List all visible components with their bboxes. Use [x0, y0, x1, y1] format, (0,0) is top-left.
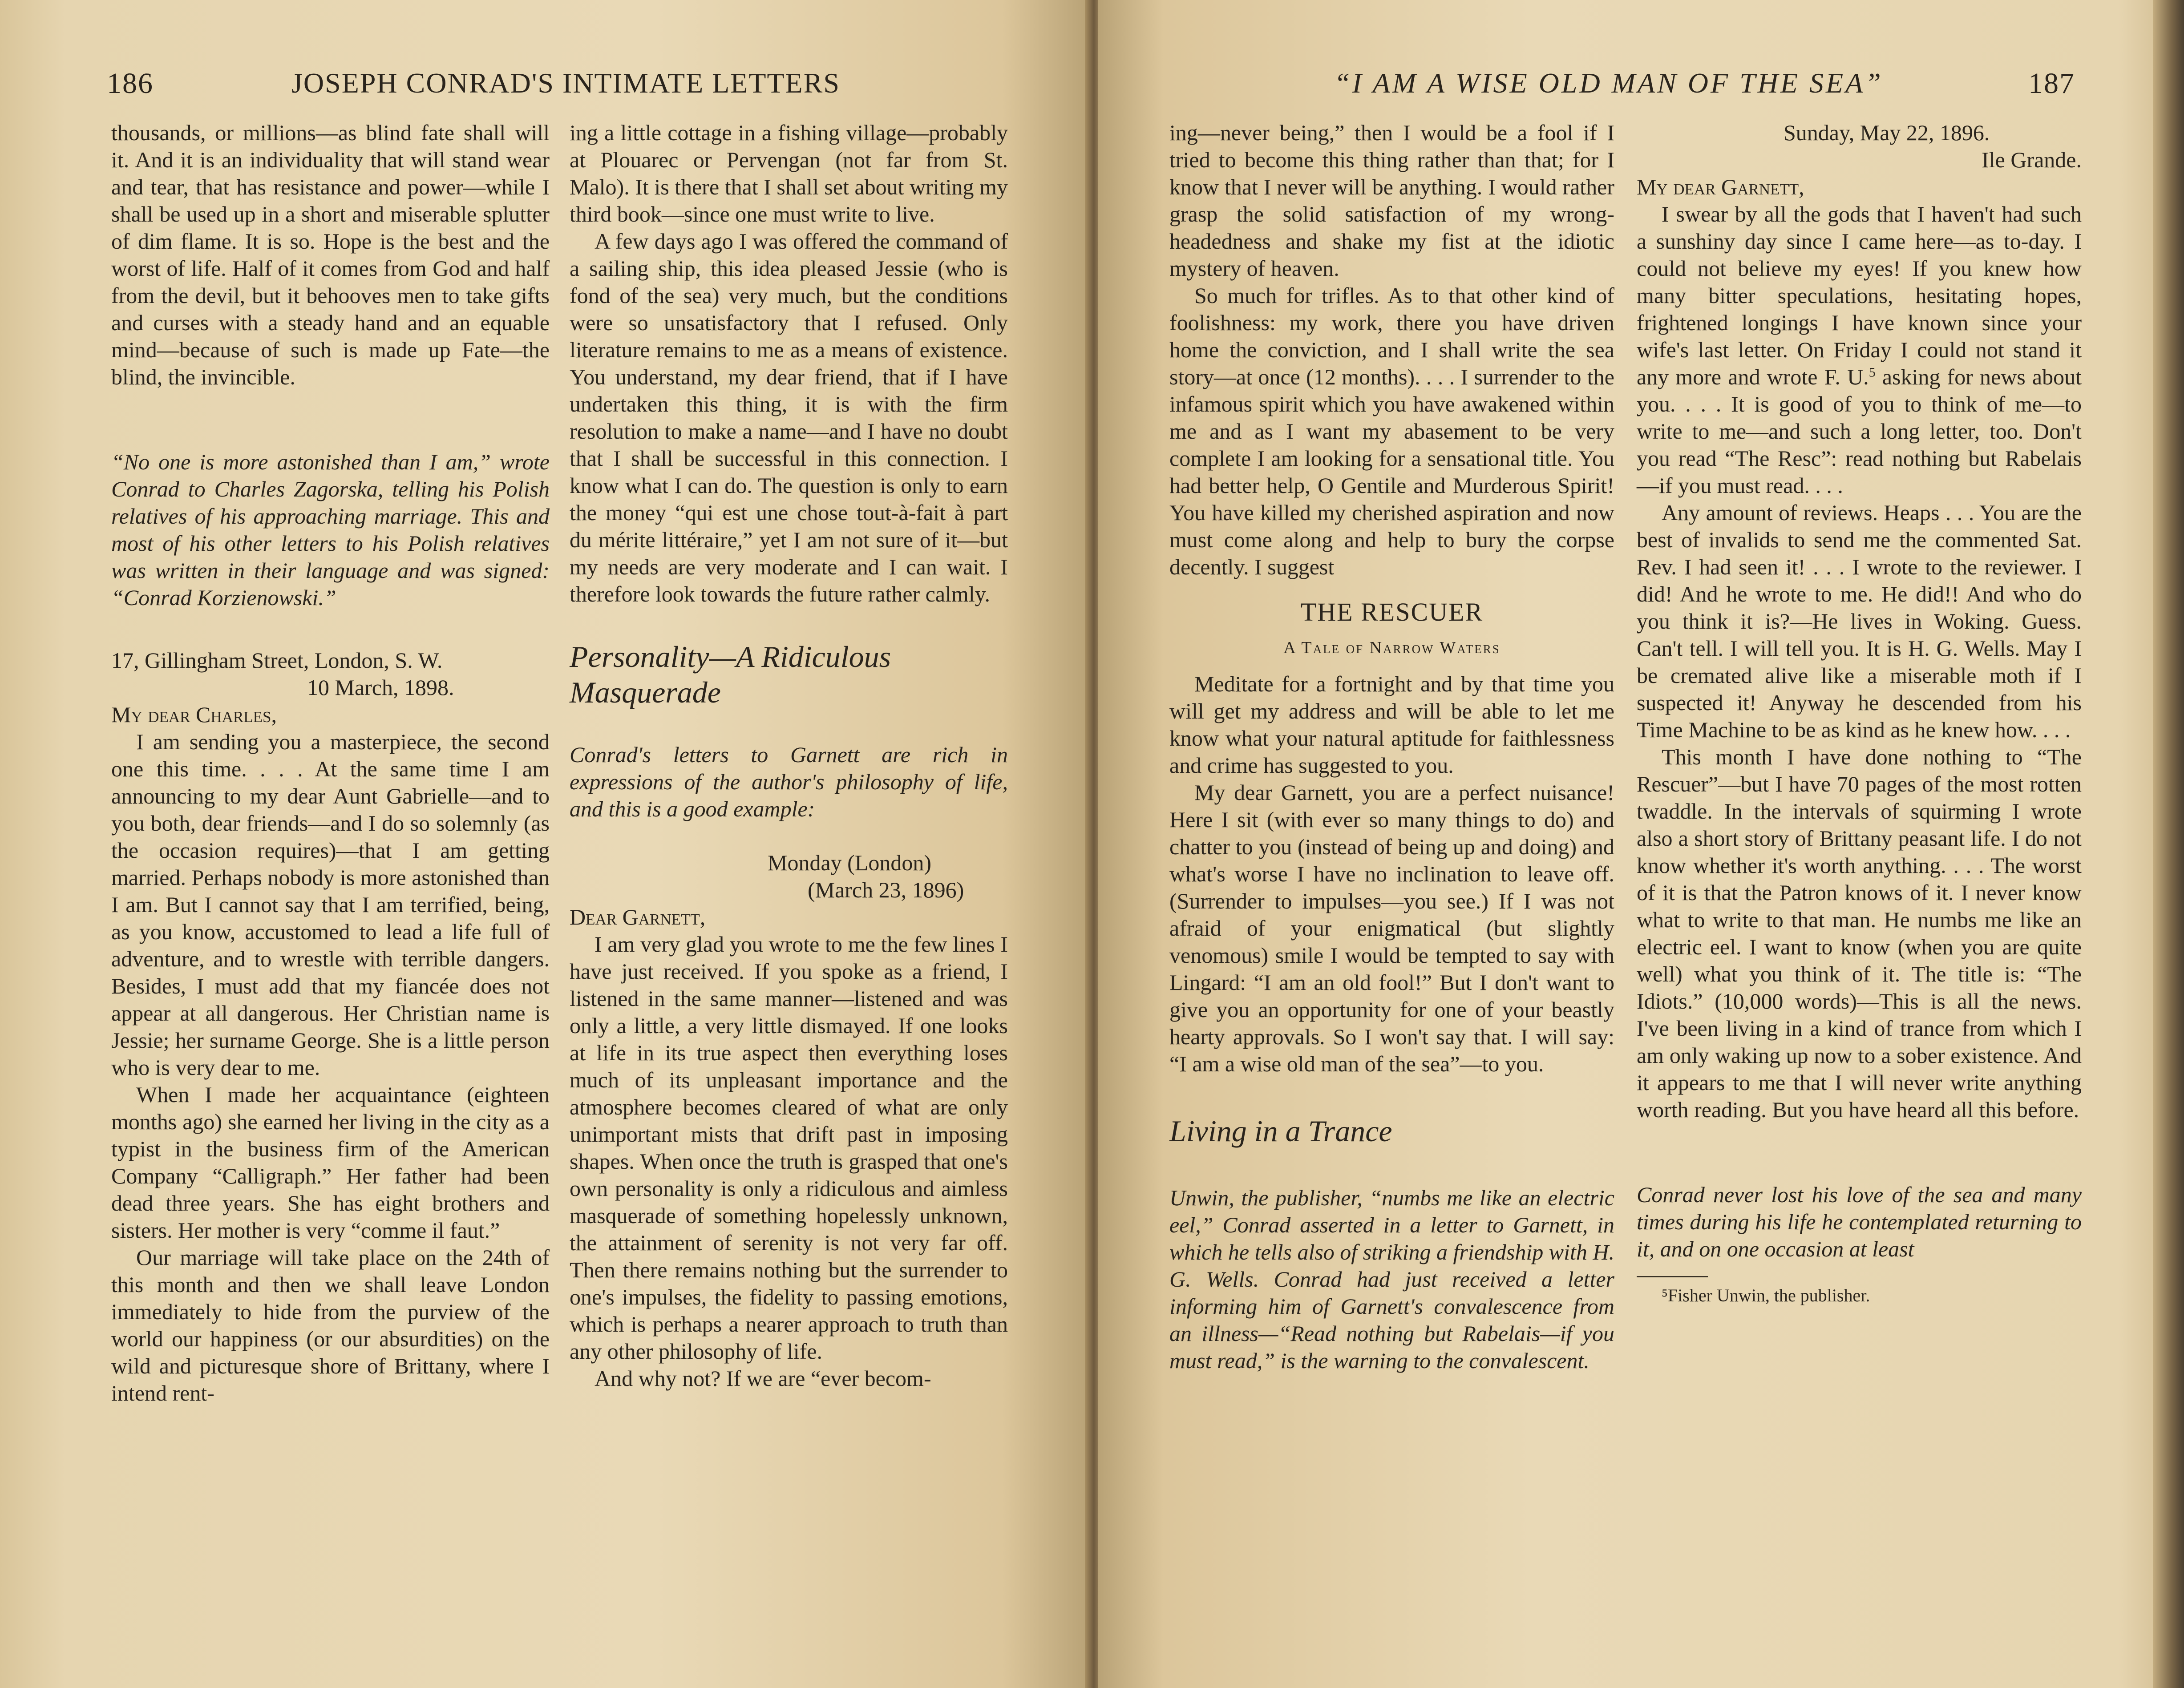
left-page-column-2 [570, 119, 1008, 1392]
letter-salutation: My dear Charles, [111, 702, 277, 727]
paragraph: ing a little cottage in a fishing village—probably at Plouarec or Pervengan (not far from St. Malo). It is there that I shall set about writing my third book—since one must write to live. [570, 120, 1008, 226]
page-number: 186 [107, 67, 154, 100]
paragraph-text: I swear by all the gods that I haven't had such a sunshiny day since I came here—as to-day. I could not believe my eyes! If you knew how many bitter speculations, hesitating hopes, frightened longings I have known since your wife's last letter. On Friday I could not stand it any more and wrote F. U. [1637, 202, 2082, 389]
letter-date: (March 23, 1896) [808, 877, 964, 902]
paragraph: Our marriage will take place on the 24th of this month and then we shall leave London immediately to hide from the purview of the world our happiness (or our absurdities) on the wild and picturesque shore of Brittany, where I intend rent- [111, 1245, 550, 1405]
paragraph: Any amount of reviews. Heaps . . . You are the best of invalids to send me the commented Sat. Rev. I had seen it! . . . I wrote to the reviewer. I did! And he wrote to me. He did!! And who do you think it is?—He lives in Woking. Guess. Can't tell. I will tell you. It is H. G. Wells. May I be cremated alive like a miserable moth if I suspected it! Anyway he descended from his Time Machine to be as kind as he knew how. . . . [1637, 500, 2082, 742]
footnote-marker: 5 [1869, 365, 1876, 380]
section-title: Personality—A Ridiculous Masquerade [570, 640, 891, 709]
page-edge [2153, 0, 2184, 1688]
editorial-note: Conrad's letters to Garnett are rich in expressions of the author's philosophy of life, and this is a good example: [570, 742, 1008, 821]
section-title: Living in a Trance [1169, 1114, 1392, 1148]
right-page [1098, 0, 2184, 1688]
running-head: “I AM A WISE OLD MAN OF THE SEA” [1334, 67, 1883, 99]
paragraph: My dear Garnett, you are a perfect nuisance! Here I sit (with ever so many things to do) and chatter to you (instead of being up and doing) and what's worse I have no inclination to leave off. (Surrender to impulses—you see.) If I was not afraid of your enigmatical (but slightly venomous) smile I would be tempted to say with Lingard: “I am an old fool!” But I don't want to give you an opportunity for one of your beastly hearty approvals. So I won't say that. I will say: “I am a wise old man of the sea”—to you. [1169, 780, 1614, 1076]
running-head: JOSEPH CONRAD'S INTIMATE LETTERS [291, 67, 840, 99]
paragraph: This month I have done nothing to “The Rescuer”—but I have 70 pages of the most rotten twaddle. In the intervals of squirming I wrote also a short story of Brittany peasant life. I do not know whether it's worth anything. . . . The worst of it is that the Patron knows of it. I never know what to write to that man. He numbs me like an electric eel. I want to know (when you are quite well) what you think of it. The title is: “The Idiots.” (10,000 words)—This is all the news. I've been living in a kind of trance from which I am only waking up now to a sober existence. And it appears to me that I will never write anything worth reading. But you have heard all this before. [1637, 744, 2082, 1122]
paragraph: I am sending you a masterpiece, the second one this time. . . . At the same time I am announcing to my dear Aunt Gabrielle—and to you both, dear friends—and I do so solemnly (as the occasion requires)—that I am getting married. Perhaps nobody is more astonished than I am. But I cannot say that I am terrified, being, as you know, accustomed to lead a life full of adventure, and to wrestle with terrible dangers. Besides, I must add that my fiancée does not appear at all dangerous. Her Christian name is Jessie; her surname George. She is a little person who is very dear to me. [111, 729, 550, 1080]
page-number: 187 [2028, 67, 2075, 100]
paragraph: Meditate for a fortnight and by that time you will get my address and will be able to let me know what your natural aptitude for faithlessness and crime has suggested to you. [1169, 671, 1614, 778]
letter-address: 17, Gillingham Street, London, S. W. [111, 648, 443, 673]
letter-place: Ile Grande. [1982, 147, 2082, 172]
left-page-column-1 [111, 119, 550, 1407]
editorial-note: Conrad never lost his love of the sea and many times during his life he contemplated returning to it, and on one occasion at least [1637, 1182, 2082, 1261]
paragraph: So much for trifles. As to that other kind of foolishness: my work, there you have driven home the conviction, and I shall write the sea story—at once (12 months). . . . I surrender to the infamous spirit which you have awakened within me and as I want my abasement to be very complete I am looking for a sensational title. You had better help, O Gentile and Murderous Spirit! You have killed my cherished aspiration and now must come along and help to bury the corpse decently. I suggest [1169, 283, 1614, 579]
paragraph: ing—never being,” then I would be a fool if I tried to become this thing rather than that; for I know that I never will be anything. I would rather grasp the solid satisfaction of my wrong-headedness and shake my fist at the idiotic mystery of heaven. [1169, 120, 1614, 281]
right-page-column-2 [1637, 119, 2082, 1307]
editorial-note: “No one is more astonished than I am,” wrote Conrad to Charles Zagorska, telling his Polish relatives of his approaching marriage. This and most of his other letters to his Polish relatives was written in their language and was signed: “Conrad Korzienowski.” [111, 449, 550, 610]
paragraph: A few days ago I was offered the command of a sailing ship, this idea pleased Jessie (who is fond of the sea) very much, but the conditions were so unsatisfactory that I refused. Only literature remains to me as a means of existence. You understand, my dear friend, that if I have undertaken this thing, it is with the firm resolution to make a name—and I have no doubt that I shall be successful in this connection. I know what I can do. The question is only to earn the money “qui est une chose tout-à-fait à part du mérite littéraire,” yet I am not sure of it—but my needs are very moderate and I can wait. I therefore look towards the future rather calmly. [570, 229, 1008, 606]
paragraph [1637, 201, 2082, 499]
left-running-header [0, 67, 1089, 107]
paragraph: When I made her acquaintance (eighteen months ago) she earned her living in the city as a typist in the business firm of the American Company “Calligraph.” Her father had been dead three years. She has eight brothers and sisters. Her mother is very “comme il faut.” [111, 1082, 550, 1243]
editorial-note: Unwin, the publisher, “numbs me like an electric eel,” Conrad asserted in a letter to Garnett, in which he tells also of striking a friendship with H. G. Wells. Conrad had just received a letter informing him of Garnett's convalescence from an illness—“Read nothing but Rabelais—if you must read,” is the warning to the convalescent. [1169, 1185, 1614, 1373]
right-running-header [1098, 67, 2184, 107]
letter-salutation: My dear Garnett, [1637, 174, 1804, 199]
paragraph: thousands, or millions—as blind fate shall will it. And it is an individuality that will stand wear and tear, that has resistance and power—while I shall be used up in a short and miserable splutter of dim flame. It is so. Hope is the best and the worst of life. Half of it comes from God and half from the devil, but it behooves men to take gifts and curses with a steady hand and an equable mind—because of such is made up Fate—the blind, the invincible. [111, 120, 550, 389]
paragraph-text: asking for news about you. . . . It is good of you to think of me—to write to me—and such a long letter, too. Don't you read “The Resc”: read nothing but Rabelais—if you must read. . . . [1637, 364, 2082, 498]
letter-date: Sunday, May 22, 1896. [1784, 120, 1990, 145]
footnote-rule [1637, 1276, 1708, 1277]
left-page [0, 0, 1089, 1688]
right-page-column-1 [1169, 119, 1614, 1374]
letter-date: 10 March, 1898. [307, 675, 454, 700]
paragraph: And why not? If we are “ever becom- [595, 1366, 931, 1391]
paragraph: I am very glad you wrote to me the few lines I have just received. If you spoke as a friend, I listened in the same manner—listened and was only a little, a very little dismayed. If one looks at life in its true aspect then everything loses much of its unpleasant importance and the atmosphere becomes cleared of what are only unimportant mists that drift past in imposing shapes. When once the truth is grasped that one's own personality is only a ridiculous and aimless masquerade of something hopelessly unknown, the attainment of serenity is not very far off. Then there remains nothing but the surrender to one's impulses, the fidelity to passing emotions, which is perhaps a nearer approach to truth than any other philosophy of life. [570, 932, 1008, 1364]
story-subtitle: A Tale of Narrow Waters [1283, 638, 1500, 657]
footnote: ⁵Fisher Unwin, the publisher. [1662, 1285, 1870, 1305]
letter-date: Monday (London) [768, 850, 931, 875]
letter-salutation: Dear Garnett, [570, 905, 706, 929]
story-title: THE RESCUER [1300, 598, 1484, 626]
